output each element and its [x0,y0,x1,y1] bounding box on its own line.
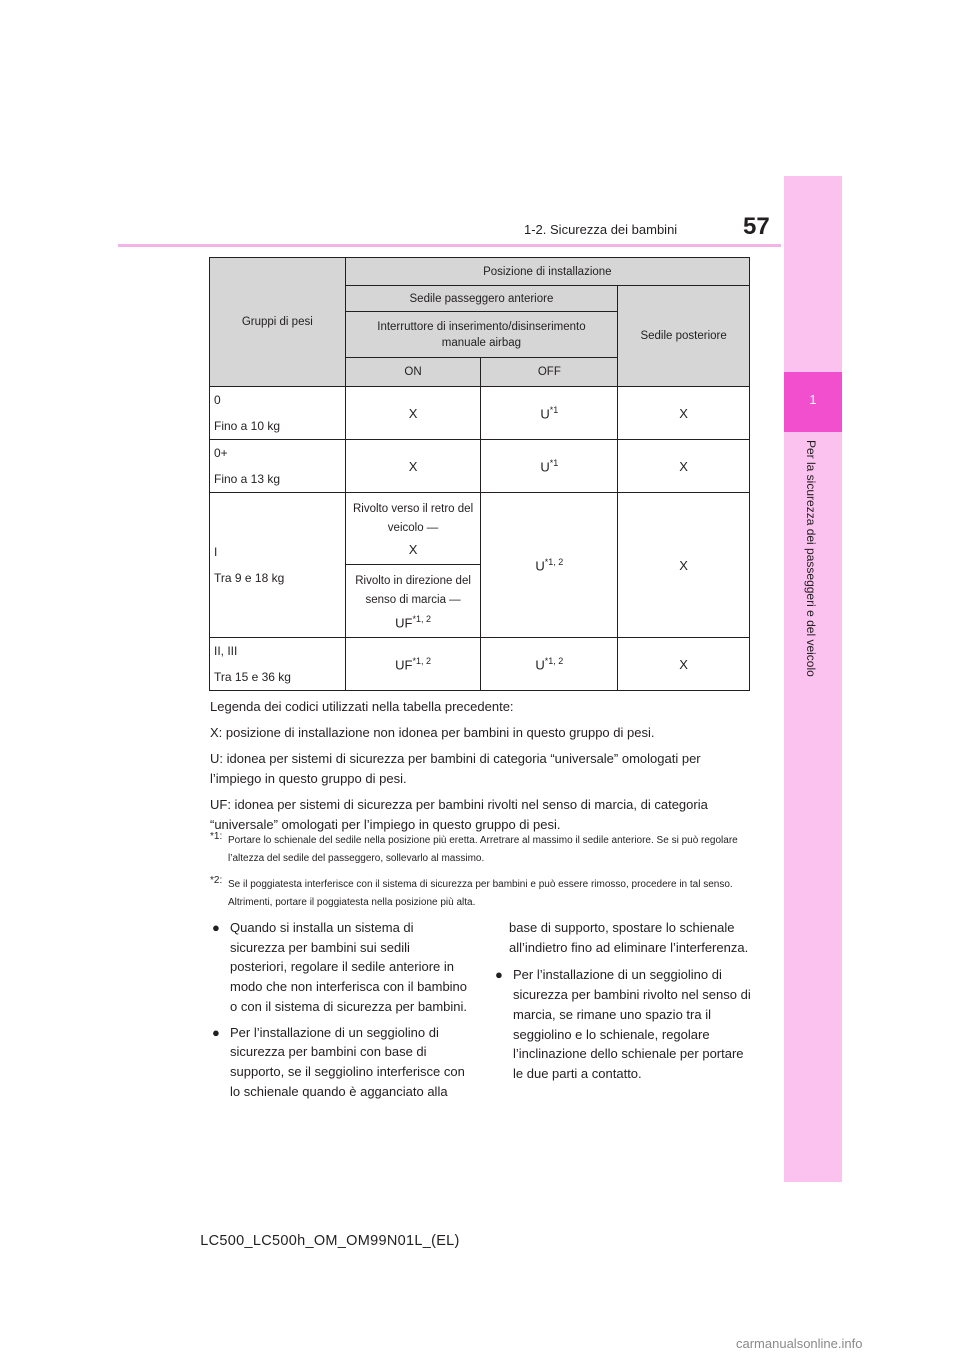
header-front-seat: Sedile passeggero anteriore [345,286,618,312]
header-weight-group: Gruppi di pesi [210,258,346,387]
bullet-continued [495,918,751,957]
left-column [212,918,468,1107]
footnote-2 [210,876,755,912]
on-cell: X [345,440,481,493]
header-install-position: Posizione di installazione [345,258,749,286]
rear-facing-text: Rivolto verso il retro del veicolo — [352,503,474,534]
table-row [210,387,750,440]
group-weight: Tra 15 e 36 kg [214,670,291,684]
footnote-mark: *1: [210,831,223,842]
bullet-icon: ● [212,920,220,935]
rear-cell: X [618,638,750,691]
section-title: 1-2. Sicurezza dei bambini [524,222,678,237]
page-number: 57 [743,213,770,240]
code: U [535,657,545,673]
code: U [535,558,545,574]
table-row [210,440,750,493]
bullet-text: Quando si installa un sistema di sicurezza per bambini sui sedili posteriori, regolare il sedile anteriore in modo che non interferisca con il bambino o con il sistema di sicurezza per bambini. [230,920,468,1014]
legend-u: U: idonea per sistemi di sicurezza per bambini di categoria “universale” omologati per l’impiego in questo gruppo di pesi. [210,751,701,786]
group-name: 0 [214,393,221,407]
footnote-ref: *1 [549,404,559,415]
footnote-ref: *1 [549,457,559,468]
legend [210,697,750,841]
rear-cell: X [618,440,750,493]
code: U [540,406,550,422]
code-wrap [350,614,477,630]
bullet-icon: ● [212,1024,220,1040]
group-weight: Fino a 10 kg [214,419,281,433]
bullet-continued-text: base di supporto, spostare lo schienale all’indietro fino ad eliminare l’interferenza. [509,920,749,955]
rear-cell: X [618,493,750,638]
chapter-number-tab[interactable]: 1 [784,372,842,432]
right-column [495,918,751,1090]
code: X [408,542,418,557]
code: UF [395,657,413,673]
weight-group-cell [210,638,346,691]
document-code: LC500_LC500h_OM_OM99N01L_(EL) [200,1233,460,1249]
off-cell [481,638,618,691]
rear-cell: X [618,387,750,440]
table-row [210,493,750,565]
header-off: OFF [481,358,618,387]
chapter-label-text: Per la sicurezza dei passeggeri e del veicolo [804,440,818,677]
off-cell [481,440,618,493]
legend-title: Legenda dei codici utilizzati nella tabella precedente: [210,699,514,714]
footnote-text: Se il poggiatesta interferisce con il sistema di sicurezza per bambini e può essere rimosso, procedere in tal senso. Altrimenti, portare il poggiatesta nella posizione più alta. [228,879,733,908]
off-cell [481,387,618,440]
footnote-ref: *1, 2 [412,655,431,666]
legend-x: X: posizione di installazione non idonea per bambini in questo gruppo di pesi. [210,725,655,740]
table-row [210,638,750,691]
on-cell [345,638,481,691]
group-weight: Tra 9 e 18 kg [214,571,285,585]
code: UF [395,615,413,631]
bullet-text: Per l’installazione di un seggiolino di sicurezza per bambini rivolto nel senso di marcia, se rimane uno spazio tra il seggiolino e lo schienale, regolare l’inclinazione dello schienale per portare le due parti a contatto. [513,967,751,1081]
group-name: 0+ [214,446,228,460]
header-airbag-switch: Interruttore di inserimento/disinserimento manuale airbag [345,312,618,358]
footnote-ref: *1, 2 [412,613,431,624]
group-name: I [214,545,218,559]
footnote-ref: *1, 2 [544,556,564,567]
code: U [540,459,550,475]
on-cell: X [345,387,481,440]
installation-table [209,257,750,691]
list-item [495,965,751,1083]
group-weight: Fino a 13 kg [214,472,281,486]
footnote-mark: *2: [210,875,223,886]
watermark[interactable]: carmanualsonline.info [736,1336,863,1351]
footnote-text: Portare lo schienale del sedile nella posizione più eretta. Arretrare al massimo il sedile anteriore. Se si può regolare l’altezza del sedile del passeggero, sollevarlo al massimo. [228,835,738,864]
on-cell-rear-facing [345,493,481,565]
on-cell-forward-facing [345,565,481,638]
legend-uf: UF: idonea per sistemi di sicurezza per bambini rivolti nel senso di marcia, di categoria “universale” omologati per l’impiego in questo gruppo di pesi. [210,797,708,832]
footnote-ref: *1, 2 [544,655,564,666]
off-cell [481,493,618,638]
bullet-text: Per l’installazione di un seggiolino di sicurezza per bambini con base di supporto, se il seggiolino interferisce con lo schienale quando è agganciato alla [230,1024,465,1099]
list-item [212,918,468,1017]
header-divider [118,244,781,247]
chapter-label [800,440,824,700]
forward-facing-text: Rivolto in direzione del senso di marcia — [355,574,471,606]
weight-group-cell [210,440,346,493]
header-on: ON [345,358,481,387]
footnote-1 [210,832,755,868]
header-rear-seat: Sedile posteriore [618,286,750,387]
group-name: II, III [214,644,238,658]
weight-group-cell [210,493,346,638]
bullet-icon: ● [495,967,503,983]
weight-group-cell [210,387,346,440]
list-item [212,1023,468,1102]
